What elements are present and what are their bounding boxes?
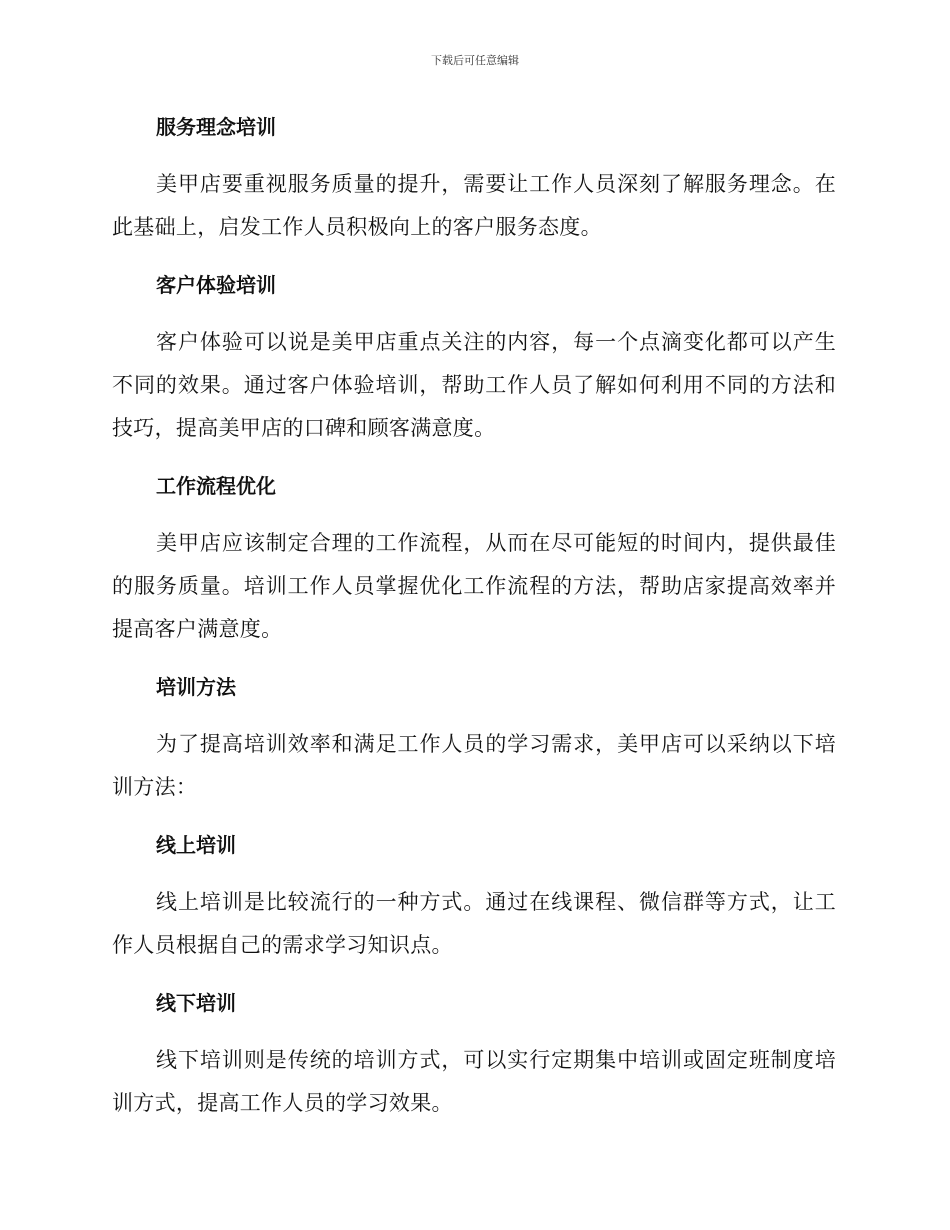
section-heading-service-philosophy: 服务理念培训 (156, 115, 276, 139)
section-heading-training-methods: 培训方法 (156, 675, 236, 699)
section-paragraph-workflow-optimization: 美甲店应该制定合理的工作流程，从而在尽可能短的时间内，提供最佳的服务质量。培训工作人员掌握优化工作流程的方法，帮助店家提高效率并提高客户满意度。 (112, 531, 836, 641)
section-paragraph-training-methods: 为了提高培训效率和满足工作人员的学习需求，美甲店可以采纳以下培训方法： (112, 732, 836, 799)
section-paragraph-online-training: 线上培训是比较流行的一种方式。通过在线课程、微信群等方式，让工作人员根据自己的需求学习知识点。 (112, 890, 836, 957)
section-heading-workflow-optimization: 工作流程优化 (156, 474, 276, 498)
page-header: 下载后可任意编辑 (431, 54, 519, 67)
section-paragraph-customer-experience: 客户体验可以说是美甲店重点关注的内容，每一个点滴变化都可以产生不同的效果。通过客户体验培训，帮助工作人员了解如何利用不同的方法和技巧，提高美甲店的口碑和顾客满意度。 (112, 330, 836, 440)
section-paragraph-service-philosophy: 美甲店要重视服务质量的提升，需要让工作人员深刻了解服务理念。在此基础上，启发工作人员积极向上的客户服务态度。 (112, 172, 836, 239)
section-heading-online-training: 线上培训 (156, 833, 236, 857)
section-heading-offline-training: 线下培训 (156, 991, 236, 1015)
section-heading-customer-experience: 客户体验培训 (156, 273, 276, 297)
section-paragraph-offline-training: 线下培训则是传统的培训方式，可以实行定期集中培训或固定班制度培训方式，提高工作人员的学习效果。 (112, 1048, 836, 1115)
document-body (112, 110, 836, 1144)
